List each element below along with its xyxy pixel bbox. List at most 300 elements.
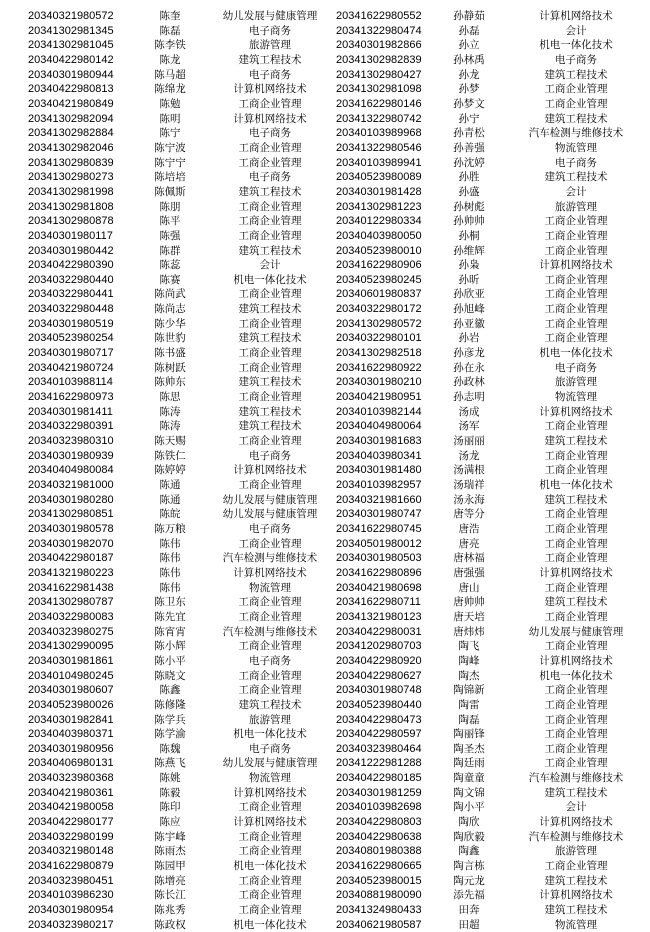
table-row [28, 126, 650, 141]
student-id-cell: 20340323980310 [28, 435, 114, 448]
student-major-cell: 工商企业管理 [544, 757, 608, 770]
student-id-cell: 20340422980627 [336, 669, 422, 682]
student-id-cell: 20341322980546 [336, 141, 422, 154]
student-id-cell: 20340621980587 [336, 918, 422, 931]
student-id-cell: 20340422980185 [336, 772, 422, 785]
student-id-cell: 20340301980503 [336, 552, 422, 565]
student-major-cell: 建筑工程技术 [544, 171, 608, 184]
table-row [28, 273, 650, 288]
student-id-cell: 20341302980572 [336, 317, 422, 330]
student-name-cell: 孙枭 [458, 259, 480, 272]
student-name-cell: 唐强强 [453, 566, 485, 579]
table-row [28, 683, 650, 698]
student-id-cell: 20341321980223 [28, 566, 114, 579]
student-major-cell: 工商企业管理 [544, 244, 608, 257]
student-id-cell: 20340421980361 [28, 786, 114, 799]
student-major-cell: 计算机网络技术 [539, 10, 613, 22]
student-major-cell: 旅游管理 [249, 713, 291, 726]
roster-page [0, 9, 650, 932]
student-id-cell: 20341302982839 [336, 53, 422, 66]
student-id-cell: 20340301980117 [28, 229, 113, 242]
student-name-cell: 孙善强 [453, 141, 485, 154]
student-name-cell: 陈书盛 [154, 347, 186, 360]
table-row [28, 375, 650, 390]
student-name-cell: 陈宁波 [154, 141, 186, 154]
student-name-cell: 陈增亮 [154, 874, 186, 887]
table-row [28, 419, 650, 434]
student-id-cell: 20340523980440 [336, 698, 422, 711]
student-major-cell: 工商企业管理 [544, 684, 608, 697]
student-name-cell: 唐亮 [458, 537, 480, 550]
student-id-cell: 20340301980939 [28, 449, 114, 462]
student-major-cell: 工商企业管理 [238, 361, 302, 374]
student-name-cell: 陈长江 [154, 889, 186, 902]
student-name-cell: 孙梦 [458, 83, 480, 96]
table-row [28, 317, 650, 332]
student-id-cell: 20340301980519 [28, 317, 114, 330]
student-major-cell: 建筑工程技术 [544, 493, 608, 506]
student-major-cell: 建筑工程技术 [238, 244, 302, 257]
student-id-cell: 20340301980607 [28, 684, 114, 697]
student-id-cell: 20340122980334 [336, 215, 422, 228]
student-name-cell: 孙龙 [458, 68, 480, 81]
student-major-cell: 计算机网络技术 [233, 816, 307, 829]
student-id-cell: 20340422980803 [336, 816, 422, 829]
student-major-cell: 工商企业管理 [544, 742, 608, 755]
student-id-cell: 20340301982070 [28, 537, 114, 550]
table-row [28, 229, 650, 244]
student-id-cell: 20340322980083 [28, 610, 114, 623]
student-name-cell: 陈魏 [159, 742, 181, 755]
student-id-cell: 20340301980748 [336, 684, 422, 697]
student-name-cell: 陈晓文 [154, 669, 186, 682]
student-name-cell: 孙树彪 [453, 200, 485, 213]
student-major-cell: 建筑工程技术 [544, 874, 608, 887]
student-major-cell: 物流管理 [249, 772, 291, 785]
student-major-cell: 工商企业管理 [238, 156, 302, 169]
student-major-cell: 建筑工程技术 [544, 68, 608, 81]
student-major-cell: 工商企业管理 [238, 141, 302, 154]
student-major-cell: 工商企业管理 [238, 610, 302, 623]
student-major-cell: 建筑工程技术 [544, 904, 608, 917]
student-major-cell: 工商企业管理 [544, 537, 608, 550]
table-row [28, 522, 650, 537]
student-major-cell: 幼儿发展与健康管理 [222, 10, 318, 22]
student-id-cell: 20340422980813 [28, 83, 114, 96]
student-name-cell: 唐山 [458, 581, 480, 594]
student-major-cell: 机电一体化技术 [539, 39, 613, 52]
table-row [28, 581, 650, 596]
student-id-cell: 20340103988114 [28, 376, 113, 389]
student-major-cell: 工商企业管理 [544, 288, 608, 301]
student-id-cell: 20340403980341 [336, 449, 422, 462]
student-major-cell: 计算机网络技术 [539, 566, 613, 579]
student-major-cell: 工商企业管理 [238, 684, 302, 697]
student-major-cell: 建筑工程技术 [544, 596, 608, 609]
student-name-cell: 孙宁 [458, 112, 480, 125]
student-name-cell: 孙胜 [458, 171, 480, 184]
table-row [28, 654, 650, 669]
student-id-cell: 20340301980442 [28, 244, 114, 257]
table-row [28, 507, 650, 522]
table-row [28, 874, 650, 889]
table-row [28, 361, 650, 376]
table-row [28, 156, 650, 171]
student-name-cell: 陈树跃 [154, 361, 186, 374]
student-major-cell: 计算机网络技术 [233, 786, 307, 799]
student-name-cell: 陶鑫 [458, 845, 480, 858]
student-name-cell: 陈明 [159, 112, 181, 125]
student-major-cell: 工商企业管理 [238, 889, 302, 902]
student-major-cell: 工商企业管理 [238, 640, 302, 653]
student-major-cell: 工商企业管理 [238, 479, 302, 491]
table-row [28, 800, 650, 815]
student-major-cell: 计算机网络技术 [539, 889, 613, 902]
student-name-cell: 陈朋 [159, 200, 181, 213]
student-id-cell: 20341324980433 [336, 904, 422, 917]
student-major-cell: 工商企业管理 [544, 215, 608, 228]
student-name-cell: 孙盛 [458, 185, 480, 198]
student-id-cell: 20340421980698 [336, 581, 422, 594]
student-name-cell: 孙静茹 [453, 10, 485, 22]
table-row [28, 493, 650, 508]
student-name-cell: 孙维辉 [453, 244, 485, 257]
student-name-cell: 汤永海 [453, 493, 485, 506]
student-id-cell: 20340103982698 [336, 801, 422, 814]
student-major-cell: 计算机网络技术 [233, 464, 307, 477]
student-name-cell: 汤丽丽 [453, 435, 485, 448]
table-row [28, 903, 650, 918]
student-name-cell: 汤成 [458, 405, 480, 418]
student-name-cell: 陶小平 [453, 801, 485, 814]
student-id-cell: 20340322980199 [28, 830, 114, 843]
student-major-cell: 工商企业管理 [544, 303, 608, 316]
student-name-cell: 孙欣亚 [453, 288, 485, 301]
student-id-cell: 20341321980123 [336, 610, 422, 623]
student-major-cell: 汽车检测与维修技术 [528, 772, 624, 785]
student-id-cell: 20341302980878 [28, 215, 114, 228]
student-roster-table [28, 9, 650, 932]
table-row [28, 53, 650, 68]
student-major-cell: 工商企业管理 [544, 420, 608, 433]
student-major-cell: 电子商务 [249, 742, 291, 755]
student-name-cell: 陈宵宵 [154, 625, 186, 638]
student-id-cell: 20341302980787 [28, 596, 114, 609]
student-id-cell: 20340301980210 [336, 376, 422, 389]
student-major-cell: 工商企业管理 [544, 860, 608, 873]
student-id-cell: 20340801980388 [336, 845, 422, 858]
student-name-cell: 孙帅帅 [453, 215, 485, 228]
student-id-cell: 20340406980131 [28, 757, 114, 770]
table-row [28, 610, 650, 625]
table-row [28, 390, 650, 405]
student-major-cell: 工商企业管理 [238, 845, 302, 858]
student-id-cell: 20340422980187 [28, 552, 114, 565]
table-row [28, 405, 650, 420]
student-major-cell: 工商企业管理 [544, 464, 608, 477]
student-name-cell: 孙林禹 [453, 53, 485, 66]
student-major-cell: 电子商务 [249, 654, 291, 667]
student-id-cell: 20340523980015 [336, 874, 422, 887]
student-name-cell: 孙政林 [453, 376, 485, 389]
student-name-cell: 陈尚志 [154, 303, 186, 316]
student-major-cell: 计算机网络技术 [539, 654, 613, 667]
student-major-cell: 建筑工程技术 [238, 185, 302, 198]
table-row [28, 830, 650, 845]
student-name-cell: 孙在永 [453, 361, 485, 374]
student-major-cell: 工商企业管理 [238, 874, 302, 887]
student-id-cell: 20340422980177 [28, 816, 114, 829]
student-name-cell: 田超 [458, 918, 480, 931]
student-major-cell: 电子商务 [249, 68, 291, 81]
table-row [28, 68, 650, 83]
student-name-cell: 陈龙 [159, 53, 181, 66]
student-id-cell: 20340321981660 [336, 493, 422, 506]
student-major-cell: 会计 [259, 259, 281, 272]
table-row [28, 786, 650, 801]
student-major-cell: 建筑工程技术 [544, 112, 608, 125]
student-name-cell: 孙梦文 [453, 97, 485, 110]
table-row [28, 888, 650, 903]
table-row [28, 287, 650, 302]
student-major-cell: 机电一体化技术 [539, 669, 613, 682]
student-name-cell: 陈帅东 [154, 376, 186, 389]
student-name-cell: 陶飞 [458, 640, 480, 653]
student-major-cell: 建筑工程技术 [238, 332, 302, 345]
student-id-cell: 20341302982046 [28, 141, 114, 154]
student-name-cell: 陈思 [159, 391, 181, 404]
student-id-cell: 20340323980217 [28, 918, 114, 931]
student-id-cell: 20340103982957 [336, 479, 422, 491]
student-name-cell: 陈宁 [159, 127, 181, 140]
student-id-cell: 20340104980245 [28, 669, 114, 682]
student-major-cell: 建筑工程技术 [238, 698, 302, 711]
student-id-cell: 20340421980058 [28, 801, 114, 814]
student-major-cell: 工商企业管理 [238, 596, 302, 609]
student-major-cell: 会计 [565, 801, 587, 814]
student-id-cell: 20340422980920 [336, 654, 422, 667]
student-name-cell: 陶言栋 [453, 860, 485, 873]
student-id-cell: 20340301980747 [336, 508, 422, 521]
student-id-cell: 20340881980090 [336, 889, 422, 902]
student-name-cell: 孙立 [458, 39, 480, 52]
table-row [28, 859, 650, 874]
student-name-cell: 陈通 [159, 479, 181, 491]
table-row [28, 112, 650, 127]
student-major-cell: 计算机网络技术 [539, 816, 613, 829]
student-major-cell: 计算机网络技术 [233, 112, 307, 125]
student-id-cell: 20341202980703 [336, 640, 422, 653]
student-name-cell: 陈学渝 [154, 728, 186, 741]
student-major-cell: 工商企业管理 [238, 200, 302, 213]
student-name-cell: 陶廷雨 [453, 757, 485, 770]
student-major-cell: 幼儿发展与健康管理 [528, 625, 624, 638]
student-name-cell: 唐浩 [458, 522, 480, 535]
student-major-cell: 电子商务 [249, 24, 291, 37]
student-major-cell: 机电一体化技术 [233, 273, 307, 286]
student-major-cell: 工商企业管理 [238, 317, 302, 330]
student-id-cell: 20340301980956 [28, 742, 114, 755]
student-name-cell: 陈兆秀 [154, 904, 186, 917]
student-id-cell: 20340404980084 [28, 464, 114, 477]
student-id-cell: 20340301981259 [336, 786, 422, 799]
student-name-cell: 汤瑞祥 [453, 479, 485, 491]
student-name-cell: 陈宇峰 [154, 830, 186, 843]
table-row [28, 669, 650, 684]
table-row [28, 815, 650, 830]
student-name-cell: 唐林福 [453, 552, 485, 565]
student-name-cell: 陈李铁 [154, 39, 186, 52]
student-id-cell: 20341302981223 [336, 200, 422, 213]
student-major-cell: 工商企业管理 [544, 640, 608, 653]
student-major-cell: 机电一体化技术 [233, 860, 307, 873]
student-name-cell: 孙志明 [453, 391, 485, 404]
student-major-cell: 幼儿发展与健康管理 [222, 508, 318, 521]
student-id-cell: 20340523980254 [28, 332, 114, 345]
student-name-cell: 陈政权 [154, 918, 186, 931]
student-name-cell: 汤龙 [458, 449, 480, 462]
student-major-cell: 汽车检测与维修技术 [528, 127, 624, 140]
student-id-cell: 20340103989968 [336, 127, 422, 140]
table-row [28, 727, 650, 742]
student-id-cell: 20340422980031 [336, 625, 422, 638]
student-id-cell: 20340422980638 [336, 830, 422, 843]
student-id-cell: 20341622980879 [28, 860, 114, 873]
student-major-cell: 汽车检测与维修技术 [222, 552, 318, 565]
table-row [28, 625, 650, 640]
table-row [28, 346, 650, 361]
student-name-cell: 孙沈婷 [453, 156, 485, 169]
student-major-cell: 工商企业管理 [544, 552, 608, 565]
student-major-cell: 旅游管理 [555, 845, 597, 858]
student-id-cell: 20341302980839 [28, 156, 114, 169]
student-major-cell: 工商企业管理 [238, 347, 302, 360]
student-name-cell: 唐天培 [453, 610, 485, 623]
table-row [28, 97, 650, 112]
student-name-cell: 陶雷 [458, 698, 480, 711]
student-id-cell: 20341302981808 [28, 200, 114, 213]
student-name-cell: 陈铁仁 [154, 449, 186, 462]
student-id-cell: 20341302982518 [336, 347, 422, 360]
student-major-cell: 电子商务 [555, 53, 597, 66]
student-id-cell: 20340403980050 [336, 229, 422, 242]
student-id-cell: 20340422980390 [28, 259, 114, 272]
table-row [28, 141, 650, 156]
student-major-cell: 物流管理 [555, 391, 597, 404]
student-name-cell: 陈少华 [154, 317, 186, 330]
table-row [28, 434, 650, 449]
student-id-cell: 20340301982841 [28, 713, 114, 726]
student-id-cell: 20340301980944 [28, 68, 114, 81]
student-major-cell: 计算机网络技术 [539, 405, 613, 418]
student-name-cell: 陈鑫 [159, 684, 181, 697]
student-name-cell: 陈伟 [159, 537, 181, 550]
student-id-cell: 20340301980954 [28, 904, 114, 917]
student-id-cell: 20340421980951 [336, 391, 422, 404]
student-id-cell: 20341302982884 [28, 127, 114, 140]
student-id-cell: 20340421980724 [28, 361, 114, 374]
student-major-cell: 电子商务 [249, 171, 291, 184]
student-major-cell: 计算机网络技术 [233, 566, 307, 579]
student-name-cell: 唐炜炜 [453, 625, 485, 638]
table-row [28, 302, 650, 317]
student-major-cell: 幼儿发展与健康管理 [222, 757, 318, 770]
student-id-cell: 20341622980906 [336, 259, 422, 272]
student-major-cell: 工商企业管理 [238, 537, 302, 550]
student-name-cell: 唐等分 [453, 508, 485, 521]
student-id-cell: 20341302980427 [336, 68, 422, 81]
student-name-cell: 陶杰 [458, 669, 480, 682]
student-major-cell: 电子商务 [555, 361, 597, 374]
student-name-cell: 陈园甲 [154, 860, 186, 873]
student-major-cell: 机电一体化技术 [539, 347, 613, 360]
student-id-cell: 20340422980142 [28, 53, 114, 66]
student-major-cell: 工商企业管理 [544, 229, 608, 242]
student-id-cell: 20340103986230 [28, 889, 114, 902]
student-name-cell: 陈马超 [154, 68, 186, 81]
student-name-cell: 陈燕飞 [154, 757, 186, 770]
student-name-cell: 陶童童 [453, 772, 485, 785]
table-row [28, 551, 650, 566]
student-id-cell: 20341302981998 [28, 185, 114, 198]
student-id-cell: 20340523980089 [336, 171, 422, 184]
student-name-cell: 添先福 [453, 889, 485, 902]
student-id-cell: 20340301981683 [336, 435, 422, 448]
student-name-cell: 陈勉 [159, 97, 181, 110]
student-id-cell: 20340322980448 [28, 303, 114, 316]
student-id-cell: 20341322980474 [336, 24, 422, 37]
student-major-cell: 建筑工程技术 [544, 786, 608, 799]
student-name-cell: 陈磊 [159, 24, 181, 37]
student-major-cell: 汽车检测与维修技术 [222, 625, 318, 638]
student-major-cell: 工商企业管理 [238, 669, 302, 682]
student-id-cell: 20340501980012 [336, 537, 422, 550]
student-id-cell: 20341622980896 [336, 566, 422, 579]
student-name-cell: 陈印 [159, 801, 181, 814]
student-major-cell: 建筑工程技术 [238, 376, 302, 389]
student-name-cell: 陈皖 [159, 508, 181, 521]
student-major-cell: 工商企业管理 [544, 698, 608, 711]
student-id-cell: 20340404980064 [336, 420, 422, 433]
table-row [28, 771, 650, 786]
student-name-cell: 汤满根 [453, 464, 485, 477]
table-row [28, 244, 650, 259]
student-name-cell: 陈小平 [154, 654, 186, 667]
student-major-cell: 工商企业管理 [544, 449, 608, 462]
student-name-cell: 陶峰 [458, 654, 480, 667]
student-major-cell: 机电一体化技术 [233, 918, 307, 931]
student-major-cell: 旅游管理 [555, 376, 597, 389]
student-major-cell: 建筑工程技术 [238, 53, 302, 66]
table-row [28, 844, 650, 859]
student-major-cell: 工商企业管理 [238, 391, 302, 404]
table-row [28, 82, 650, 97]
student-id-cell: 20340322980440 [28, 273, 114, 286]
student-name-cell: 田奔 [458, 904, 480, 917]
student-name-cell: 陈涛 [159, 405, 181, 418]
student-name-cell: 陶锦新 [453, 684, 485, 697]
student-name-cell: 陈群 [159, 244, 181, 257]
student-name-cell: 唐帅帅 [453, 596, 485, 609]
student-name-cell: 陈尚武 [154, 288, 186, 301]
student-major-cell: 电子商务 [249, 449, 291, 462]
student-id-cell: 20340301980578 [28, 522, 114, 535]
student-name-cell: 孙桐 [458, 229, 480, 242]
table-row [28, 463, 650, 478]
table-row [28, 24, 650, 39]
student-id-cell: 20340321980572 [28, 10, 114, 22]
student-id-cell: 20340421980849 [28, 97, 114, 110]
